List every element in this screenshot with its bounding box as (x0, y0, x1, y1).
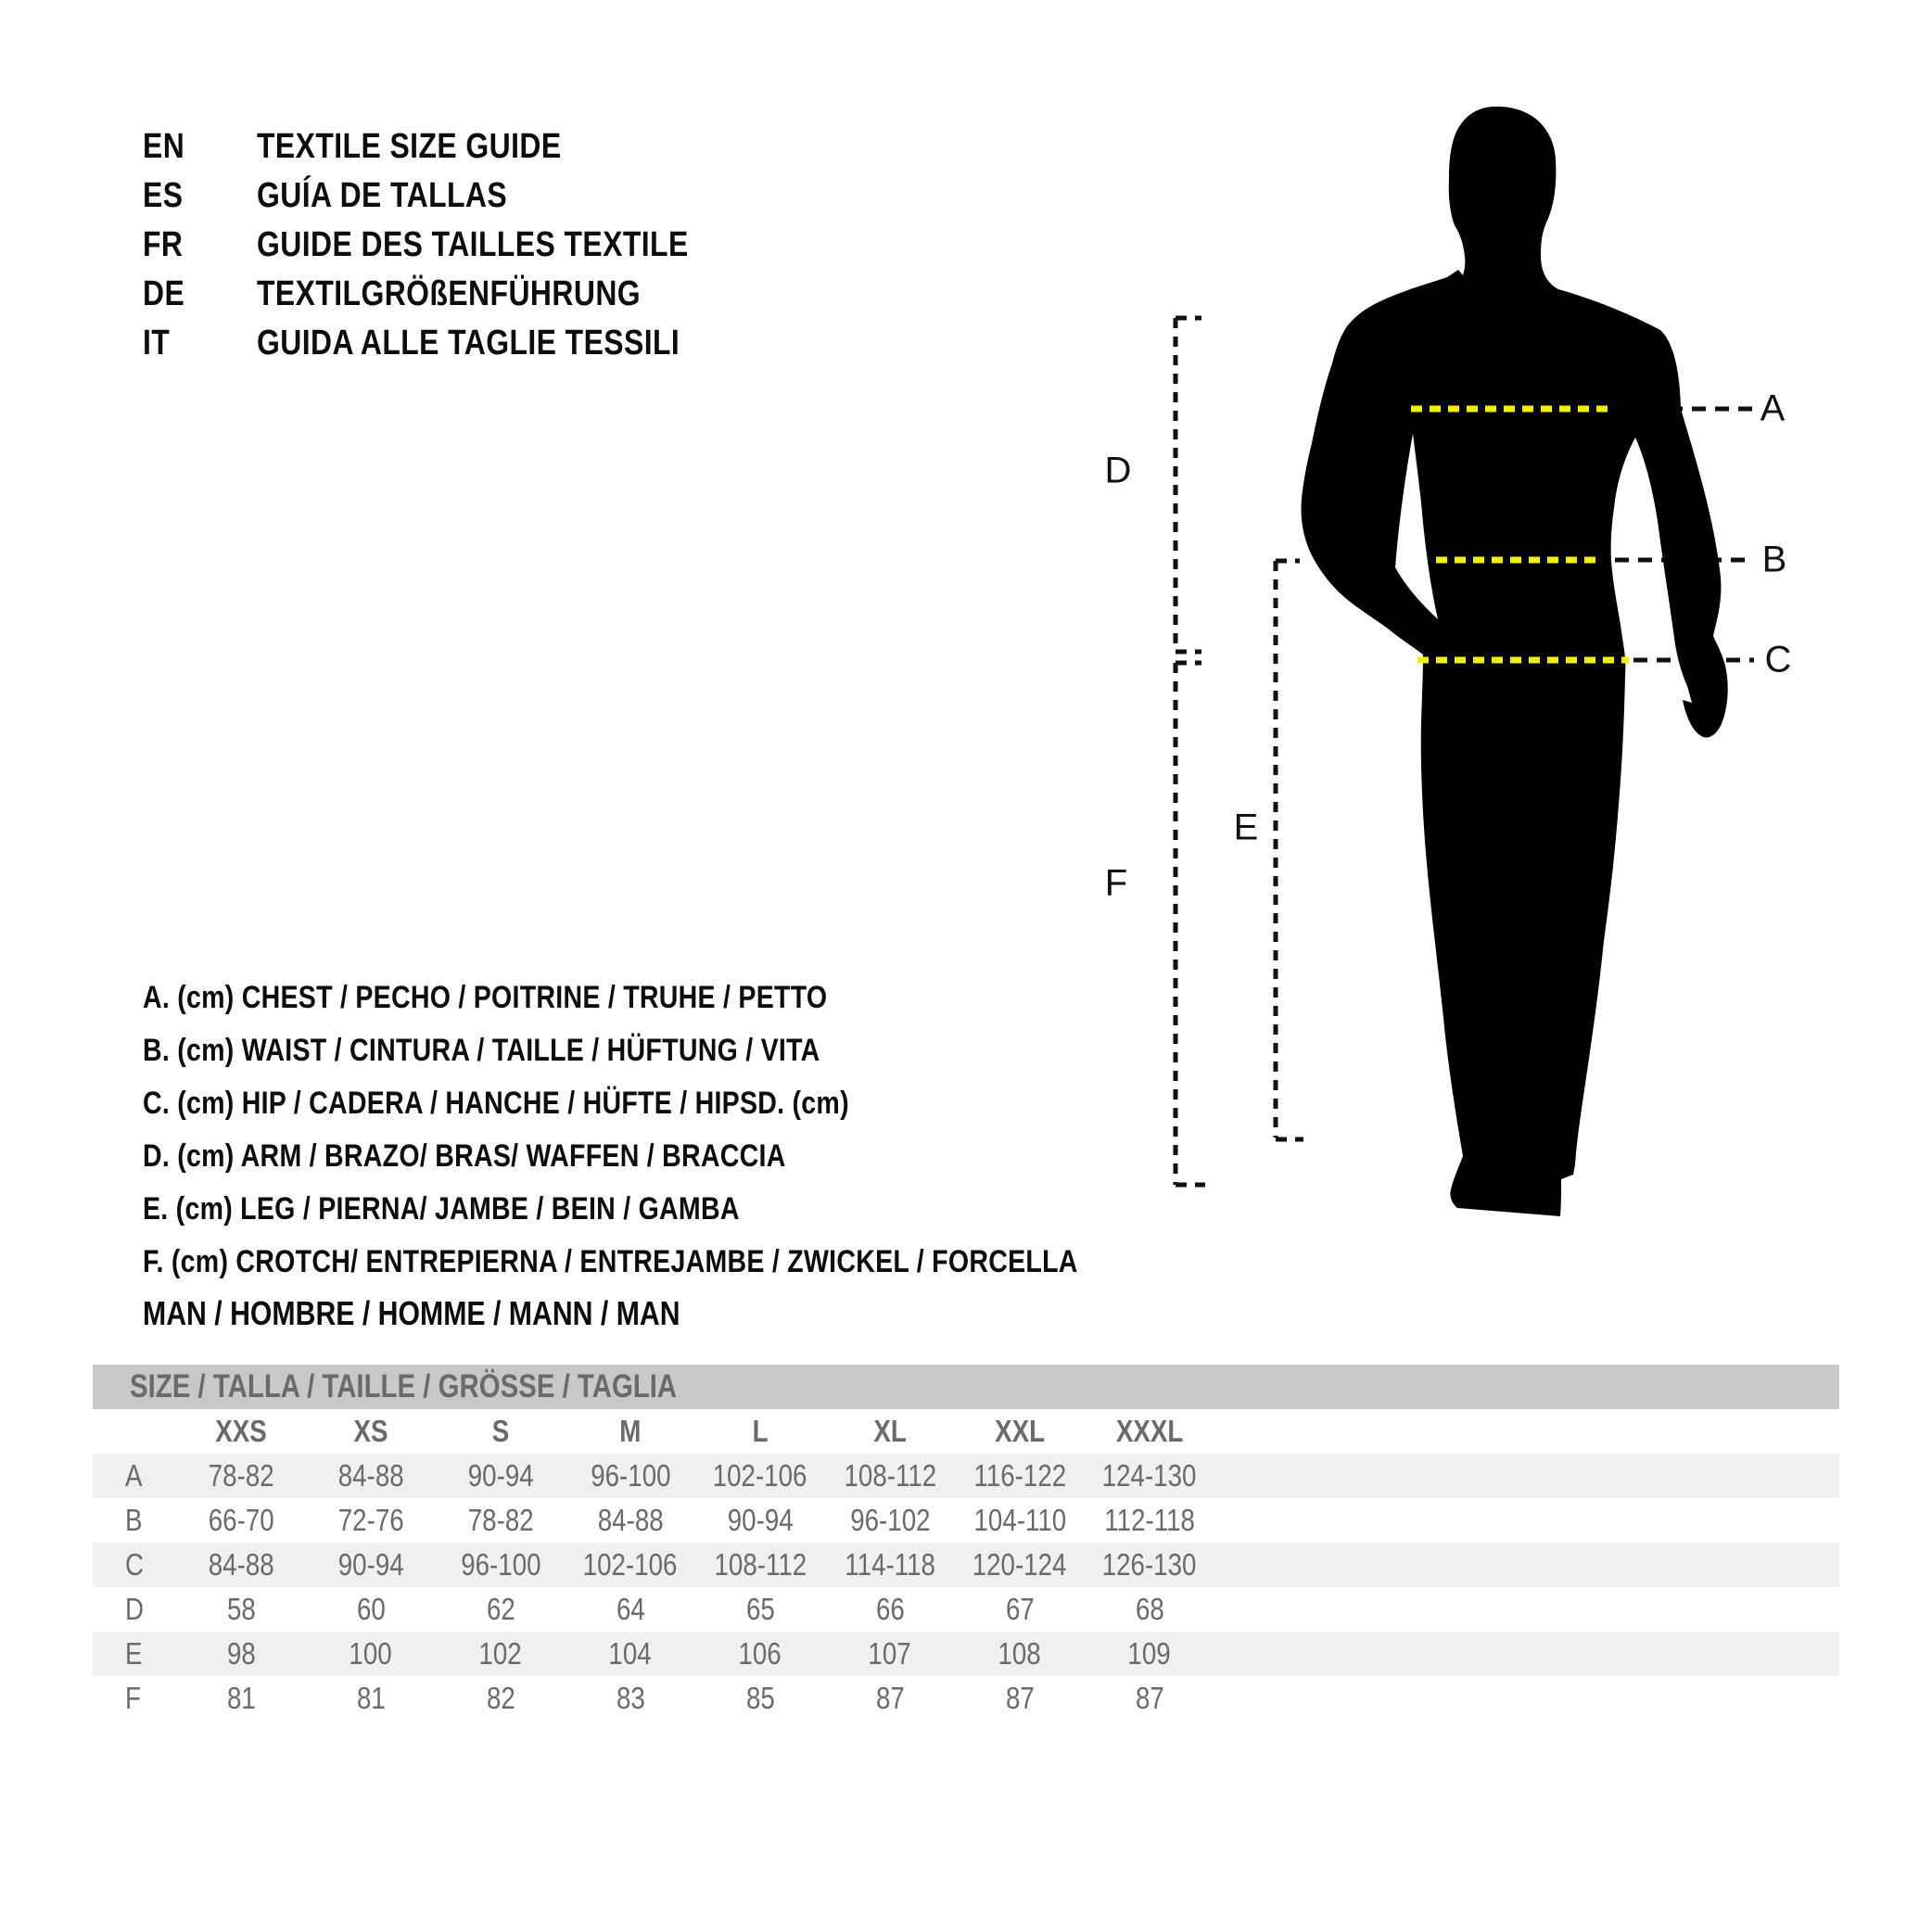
table-cell (436, 1547, 566, 1582)
table-cell (695, 1503, 825, 1538)
size-column-header-text: M (619, 1414, 642, 1448)
table-cell (306, 1547, 436, 1582)
table-cell-text: 87 (1005, 1681, 1035, 1715)
measurement-description (143, 1024, 1256, 1077)
size-column-header (695, 1414, 825, 1449)
size-column-header-text: L (752, 1414, 769, 1448)
table-cell-text: 78-82 (208, 1458, 274, 1493)
title-text-inner: GUÍA DE TALLAS (257, 176, 508, 215)
language-code-text: IT (143, 324, 171, 362)
table-cell-text: 98 (226, 1636, 256, 1671)
table-cell-text: 62 (486, 1592, 515, 1626)
measurement-descriptions (143, 972, 1256, 1289)
table-cell (825, 1458, 955, 1493)
table-cell-text: 81 (356, 1681, 386, 1715)
table-cell-text: 102 (478, 1636, 523, 1671)
category-text: MAN / HOMBRE / HOMME / MANN / MAN (143, 1294, 680, 1332)
row-label-text: D (125, 1592, 145, 1626)
table-cell (306, 1681, 436, 1716)
size-column-header (176, 1414, 306, 1449)
table-cell-text: 66 (875, 1592, 905, 1626)
table-cell (825, 1547, 955, 1582)
table-cell-text: 96-100 (590, 1458, 671, 1493)
table-cell-text: 112-118 (1104, 1503, 1195, 1537)
table-cell (566, 1547, 695, 1582)
table-cell (436, 1458, 566, 1493)
measurement-description (143, 972, 1256, 1024)
size-table-header-bar (93, 1365, 1839, 1409)
table-cell-text: 72-76 (337, 1503, 404, 1537)
row-label (93, 1592, 176, 1627)
title-text-inner: GUIDE DES TAILLES TEXTILE (257, 225, 689, 264)
table-cell-text: 90-94 (467, 1458, 534, 1493)
table-cell-text: 109 (1127, 1636, 1172, 1671)
row-label (93, 1458, 176, 1493)
table-cell-text: 90-94 (337, 1547, 404, 1582)
table-cell-text: 87 (875, 1681, 905, 1715)
size-column-header-text: XXXL (1115, 1414, 1184, 1448)
table-cell (695, 1547, 825, 1582)
size-column-header (1085, 1414, 1214, 1449)
measurement-description-text: B. (cm) WAIST / CINTURA / TAILLE / HÜFTUNG / VITA (143, 1033, 820, 1068)
measure-label-e: E (1233, 807, 1259, 848)
table-cell-text: 60 (356, 1592, 386, 1626)
table-cell-text: 108-112 (714, 1547, 807, 1582)
row-label (93, 1681, 176, 1716)
table-cell-text: 58 (226, 1592, 256, 1626)
table-cell (825, 1636, 955, 1671)
table-cell (695, 1636, 825, 1671)
table-cell (825, 1503, 955, 1538)
measure-label-a: A (1760, 388, 1786, 429)
table-cell (176, 1458, 306, 1493)
table-cell (306, 1503, 436, 1538)
table-cell (695, 1681, 825, 1716)
table-cell-text: 104 (608, 1636, 653, 1671)
language-code-text: DE (143, 274, 185, 313)
table-cell-text: 108-112 (844, 1458, 936, 1493)
table-cell (436, 1592, 566, 1627)
table-cell-text: 84-88 (597, 1503, 664, 1537)
table-cell (436, 1503, 566, 1538)
table-cell-text: 114-118 (845, 1547, 935, 1582)
table-cell (825, 1681, 955, 1716)
row-label-text: B (125, 1503, 143, 1537)
measure-label-b: B (1761, 539, 1787, 580)
table-cell-text: 104-110 (973, 1503, 1066, 1537)
table-cell-text: 83 (616, 1681, 645, 1715)
row-label-text: F (125, 1681, 141, 1715)
table-cell (955, 1458, 1085, 1493)
table-cell-text: 124-130 (1102, 1458, 1197, 1493)
table-row (93, 1543, 1839, 1587)
size-column-header-text: XXL (995, 1414, 1045, 1448)
table-cell (176, 1592, 306, 1627)
size-table-header-text: SIZE / TALLA / TAILLE / GRÖSSE / TAGLIA (130, 1368, 678, 1405)
table-cell (436, 1681, 566, 1716)
table-cell-text: 108 (998, 1636, 1042, 1671)
table-cell (176, 1547, 306, 1582)
category-line (143, 1290, 782, 1337)
language-code-text: ES (143, 176, 184, 215)
table-cell-text: 78-82 (467, 1503, 534, 1537)
measurement-description (143, 1183, 1256, 1236)
table-cell (306, 1458, 436, 1493)
title-text-inner: TEXTILE SIZE GUIDE (257, 127, 562, 166)
table-row (93, 1676, 1839, 1721)
table-cell (176, 1636, 306, 1671)
row-label (93, 1503, 176, 1538)
table-cell (566, 1503, 695, 1538)
table-cell-text: 116-122 (973, 1458, 1066, 1493)
measurement-description-text: D. (cm) ARM / BRAZO/ BRAS/ WAFFEN / BRACCIA (143, 1138, 786, 1174)
table-cell (176, 1681, 306, 1716)
measurement-description-text: F. (cm) CROTCH/ ENTREPIERNA / ENTREJAMBE / ZWICKEL / FORCELLA (143, 1244, 1078, 1279)
table-cell-text: 85 (745, 1681, 775, 1715)
table-cell-text: 64 (616, 1592, 645, 1626)
table-cell (1085, 1547, 1214, 1582)
measurement-description-text: E. (cm) LEG / PIERNA/ JAMBE / BEIN / GAMBA (143, 1191, 740, 1227)
table-cell (306, 1636, 436, 1671)
row-label (93, 1547, 176, 1582)
table-cell-text: 67 (1005, 1592, 1035, 1626)
size-column-header-text: XXS (215, 1414, 267, 1448)
table-cell (955, 1503, 1085, 1538)
table-row (93, 1498, 1839, 1543)
measurement-description (143, 1130, 1256, 1183)
size-column-header (436, 1414, 566, 1449)
title-text-inner: GUIDA ALLE TAGLIE TESSILI (257, 324, 680, 362)
table-cell (825, 1592, 955, 1627)
table-cell-text: 120-124 (972, 1547, 1067, 1582)
table-cell-text: 82 (486, 1681, 515, 1715)
table-cell (566, 1458, 695, 1493)
table-cell (566, 1636, 695, 1671)
size-column-header-text: XL (873, 1414, 907, 1448)
table-cell (955, 1592, 1085, 1627)
table-cell (1085, 1636, 1214, 1671)
table-row (93, 1587, 1839, 1632)
table-cell (955, 1681, 1085, 1716)
measurement-description-text: A. (cm) CHEST / PECHO / POITRINE / TRUHE / PETTO (143, 980, 828, 1015)
measure-label-c: C (1764, 639, 1792, 680)
table-cell (955, 1636, 1085, 1671)
table-cell-text: 102-106 (713, 1458, 807, 1493)
table-cell-text: 106 (738, 1636, 782, 1671)
table-cell-text: 66-70 (208, 1503, 274, 1537)
table-cell (306, 1592, 436, 1627)
table-cell (695, 1458, 825, 1493)
size-table (93, 1365, 1839, 1721)
row-label-text: E (125, 1636, 143, 1671)
table-cell-text: 65 (745, 1592, 775, 1626)
table-cell (955, 1547, 1085, 1582)
size-column-header (566, 1414, 695, 1449)
table-cell (566, 1592, 695, 1627)
table-cell-text: 87 (1135, 1681, 1164, 1715)
row-label-text: C (125, 1547, 145, 1582)
table-cell (566, 1681, 695, 1716)
language-code-text: EN (143, 127, 185, 166)
table-cell-text: 96-100 (460, 1547, 541, 1582)
table-cell-text: 126-130 (1102, 1547, 1197, 1582)
row-label-text: A (125, 1458, 143, 1493)
table-cell-text: 84-88 (337, 1458, 404, 1493)
table-row (93, 1632, 1839, 1676)
size-column-header (306, 1414, 436, 1449)
table-cell-text: 102-106 (583, 1547, 678, 1582)
table-cell (1085, 1503, 1214, 1538)
table-cell-text: 84-88 (208, 1547, 274, 1582)
measure-label-d: D (1104, 450, 1132, 491)
language-code-text: FR (143, 225, 184, 264)
measure-label-f: F (1104, 862, 1128, 904)
table-cell-text: 107 (868, 1636, 912, 1671)
measurement-description (143, 1077, 1256, 1130)
measurement-description-text: C. (cm) HIP / CADERA / HANCHE / HÜFTE / HIPSD. (cm) (143, 1086, 849, 1121)
measurement-description (143, 1236, 1256, 1289)
size-table-body (93, 1454, 1839, 1721)
table-cell-text: 96-102 (849, 1503, 931, 1537)
size-column-header (825, 1414, 955, 1449)
table-cell (176, 1503, 306, 1538)
table-cell (1085, 1592, 1214, 1627)
table-cell (695, 1592, 825, 1627)
table-cell-text: 81 (226, 1681, 256, 1715)
size-column-header (955, 1414, 1085, 1449)
size-column-header-text: S (491, 1414, 510, 1448)
row-label (93, 1636, 176, 1671)
size-table-size-row (93, 1409, 1839, 1454)
table-cell (1085, 1458, 1214, 1493)
size-column-header-text: XS (353, 1414, 388, 1448)
table-cell (1085, 1681, 1214, 1716)
table-cell-text: 68 (1135, 1592, 1164, 1626)
title-text-inner: TEXTILGRÖßENFÜHRUNG (257, 274, 642, 313)
table-cell (436, 1636, 566, 1671)
table-cell-text: 90-94 (727, 1503, 794, 1537)
table-cell-text: 100 (349, 1636, 393, 1671)
table-row (93, 1454, 1839, 1498)
